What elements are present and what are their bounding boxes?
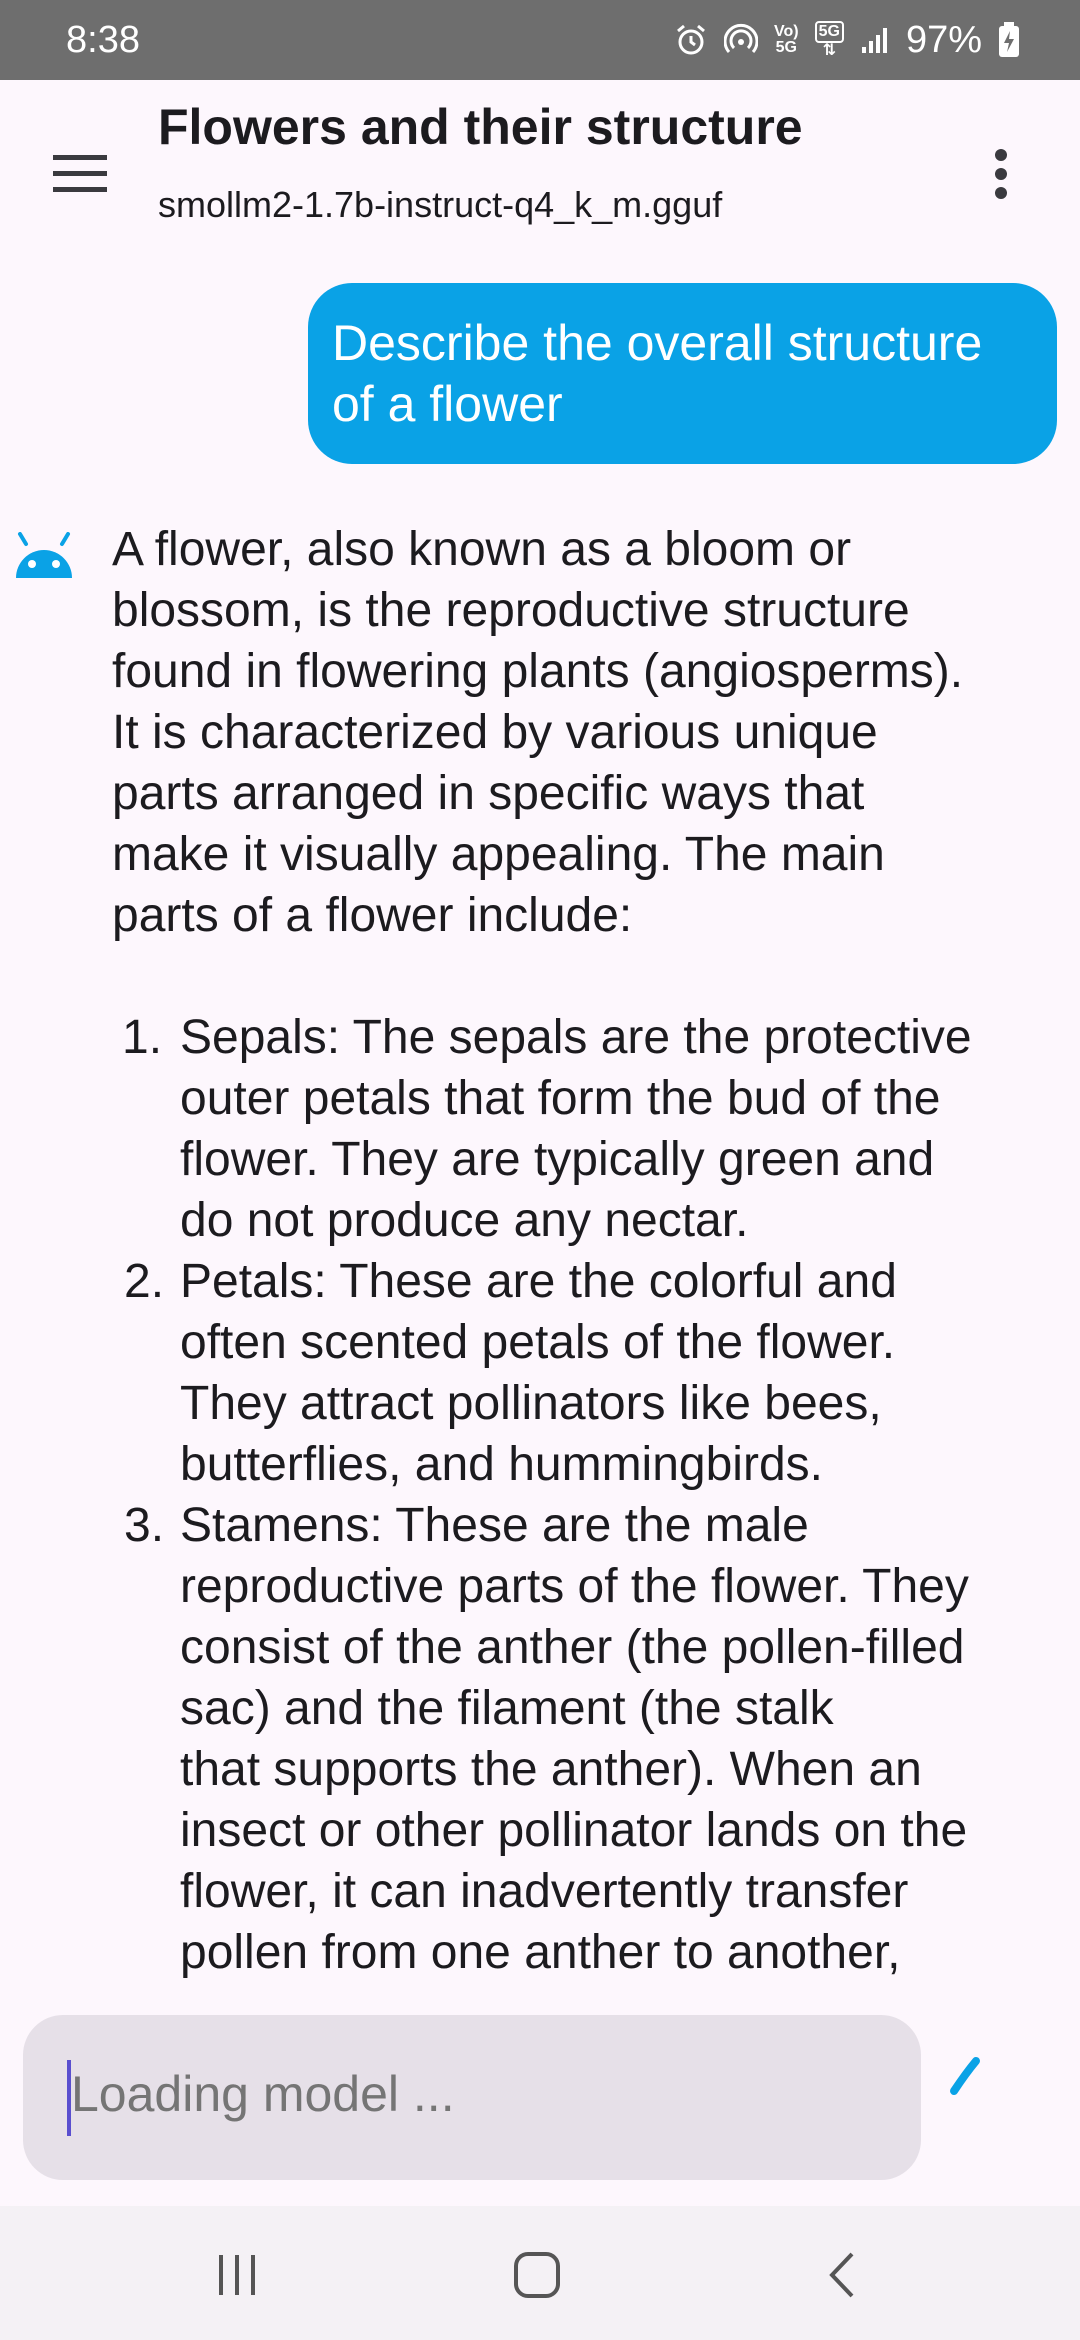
list-item xyxy=(112,1495,1072,1983)
recent-apps-button[interactable] xyxy=(192,2230,282,2320)
system-nav-bar xyxy=(0,2206,1080,2340)
volte-icon: Vo) 5G xyxy=(774,23,799,56)
status-bar xyxy=(0,0,1080,80)
home-button[interactable] xyxy=(492,2230,582,2320)
list-item-number: 1. xyxy=(122,1011,163,1064)
more-options-button[interactable] xyxy=(966,136,1036,212)
list-item-text: Petals: These are the colorful and often scented petals of the flower. They attract pollinators like bees, butterflies, and hummingbirds. xyxy=(180,1255,897,1491)
list-item-number: 3. xyxy=(124,1499,165,1552)
5g-data-icon: 5G ⇅ xyxy=(815,21,844,59)
status-icons xyxy=(674,19,1020,62)
battery-percent: 97% xyxy=(905,18,982,61)
list-item-number: 2. xyxy=(124,1255,165,1308)
list-item-text: Sepals: The sepals are the protective outer petals that form the bud of the flower. They are typically green and do not produce any nectar. xyxy=(180,1011,972,1247)
list-item-text: Stamens: These are the male reproductive parts of the flower. They consist of the anther (the pollen-filled sac) and the filament (the stalk that supports the anther). When an insect or other pollinator lands on the flower, it can inadvertently transfer pollen from one anther to another, xyxy=(180,1499,969,1979)
back-icon xyxy=(826,2250,856,2300)
loading-spinner-icon xyxy=(944,2055,984,2099)
user-message[interactable] xyxy=(308,283,1057,464)
home-icon xyxy=(513,2251,561,2299)
assistant-list xyxy=(112,1007,1072,1983)
hotspot-icon xyxy=(724,23,758,57)
more-vert-icon xyxy=(994,149,1008,199)
status-time: 8:38 xyxy=(66,18,140,61)
signal-icon xyxy=(860,25,890,55)
recent-apps-icon xyxy=(215,2253,259,2297)
assistant-message[interactable] xyxy=(112,519,1072,1983)
back-button[interactable] xyxy=(796,2230,886,2320)
hamburger-menu-icon xyxy=(53,155,107,193)
model-name: smollm2-1.7b-instruct-q4_k_m.gguf xyxy=(158,184,723,225)
alarm-icon xyxy=(674,23,708,57)
data-arrows-icon: ⇅ xyxy=(822,42,836,59)
page-title: Flowers and their structure xyxy=(158,99,803,155)
list-item xyxy=(112,1251,1072,1495)
user-message-text: Describe the overall structure of a flower xyxy=(332,315,983,432)
app-bar xyxy=(0,80,1080,260)
message-input-container[interactable] xyxy=(23,2015,921,2180)
message-input[interactable] xyxy=(71,2065,891,2123)
list-item xyxy=(112,1007,1072,1251)
menu-button[interactable] xyxy=(42,136,118,212)
battery-charging-icon xyxy=(998,22,1020,58)
assistant-intro: A flower, also known as a bloom or blossom, is the reproductive structure found in flowering plants (angiosperms). It is characterized by various unique parts arranged in specific ways that make it visually appealing. The main parts of a flower include: xyxy=(112,523,964,942)
android-robot-icon xyxy=(12,532,76,580)
